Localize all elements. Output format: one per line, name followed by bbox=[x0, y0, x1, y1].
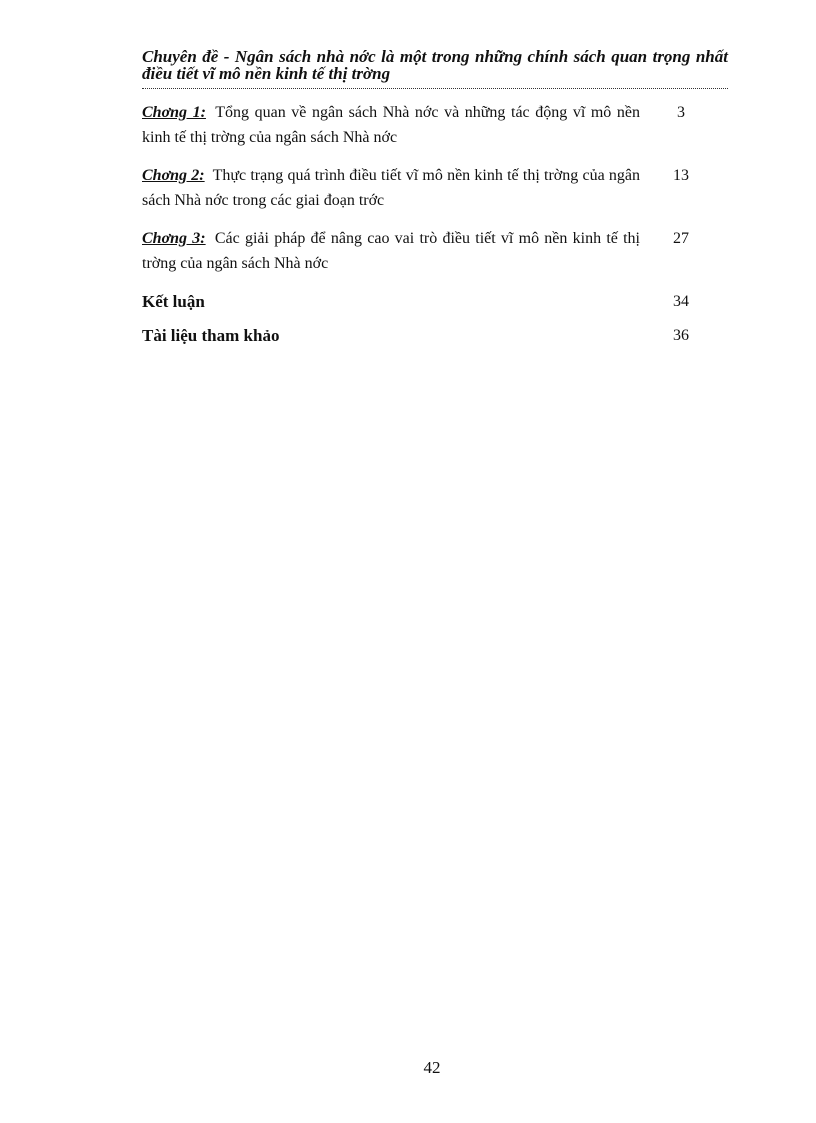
table-of-contents bbox=[142, 100, 722, 357]
document-header: Chuyên đề - Ngân sách nhà nớc là một trong những chính sách quan trọng nhất điều tiết vĩ mô nền kinh tế thị trờng bbox=[142, 47, 728, 83]
chapter-1-page: 3 bbox=[677, 104, 685, 121]
page-number: 42 bbox=[423, 1058, 441, 1077]
conclusion-page: 34 bbox=[673, 293, 689, 310]
references-label: Tài liệu tham khảo bbox=[142, 326, 280, 345]
references-page: 36 bbox=[673, 327, 689, 344]
chapter-3-label: Chơng 3: bbox=[142, 230, 206, 247]
chapter-2-label: Chơng 2: bbox=[142, 167, 205, 184]
chapter-2-title: Thực trạng quá trình điều tiết vĩ mô nền kinh tế thị trờng của ngân sách Nhà nớc trong các giai đoạn trớc bbox=[142, 167, 640, 209]
toc-entry-chapter-3 bbox=[142, 226, 722, 276]
toc-entry-references bbox=[142, 323, 722, 348]
chapter-1-label: Chơng 1: bbox=[142, 104, 206, 121]
chapter-1-title: Tổng quan về ngân sách Nhà nớc và những tác động vĩ mô nền kinh tế thị trờng của ngân sách Nhà nớc bbox=[142, 104, 640, 146]
toc-entry-chapter-1 bbox=[142, 100, 722, 150]
header-divider bbox=[142, 88, 728, 89]
chapter-3-title: Các giải pháp để nâng cao vai trò điều tiết vĩ mô nền kinh tế thị trờng của ngân sách Nhà nớc bbox=[142, 230, 641, 272]
toc-entry-chapter-2 bbox=[142, 163, 722, 213]
chapter-2-page: 13 bbox=[673, 167, 689, 184]
conclusion-label: Kết luận bbox=[142, 292, 205, 311]
toc-entry-conclusion bbox=[142, 289, 722, 314]
chapter-3-page: 27 bbox=[673, 230, 689, 247]
